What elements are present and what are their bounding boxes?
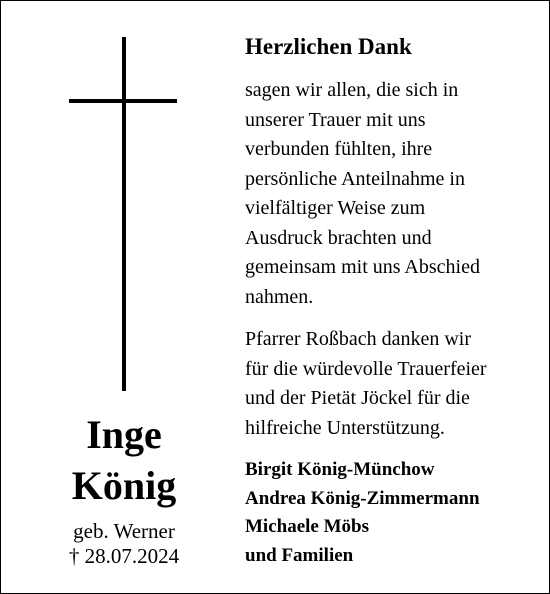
text-line: sagen wir allen, die sich in [245,79,459,101]
deceased-last-name: König [71,463,177,508]
cross-vertical-bar [122,37,126,391]
deceased-birth-name: geb. Werner [73,519,175,543]
signer-name: Michaele Möbs [245,516,370,537]
deceased-first-name: Inge [86,412,162,457]
signers-list [245,456,480,570]
text-line: und der Pietät Jöckel für die [245,387,470,409]
thanks-heading: Herzlichen Dank [245,34,412,59]
text-line: Ausdruck brachten und [245,226,432,249]
text-line: für die würdevolle Trauerfeier [245,357,487,380]
text-line: Pfarrer Roßbach danken wir [245,328,472,350]
cross-horizontal-bar [69,99,177,103]
signer-name: Birgit König-Münchow [245,459,435,480]
text-line: unserer Trauer mit uns [245,108,426,131]
text-line: vielfältiger Weise zum [245,197,426,219]
signer-name: Andrea König-Zimmermann [245,487,480,509]
deceased-death-date: † 28.07.2024 [68,544,180,568]
text-line: gemeinsam mit uns Abschied [245,256,480,278]
text-line: verbunden fühlten, ihre [245,138,433,160]
thanks-paragraph-1 [245,76,480,312]
text-line: hilfreiche Unterstützung. [245,416,445,439]
text-line: nahmen. [245,285,314,308]
text-line: persönliche Anteilnahme in [245,167,465,190]
thanks-paragraph-2 [245,325,487,443]
signer-name: und Familien [245,544,354,566]
